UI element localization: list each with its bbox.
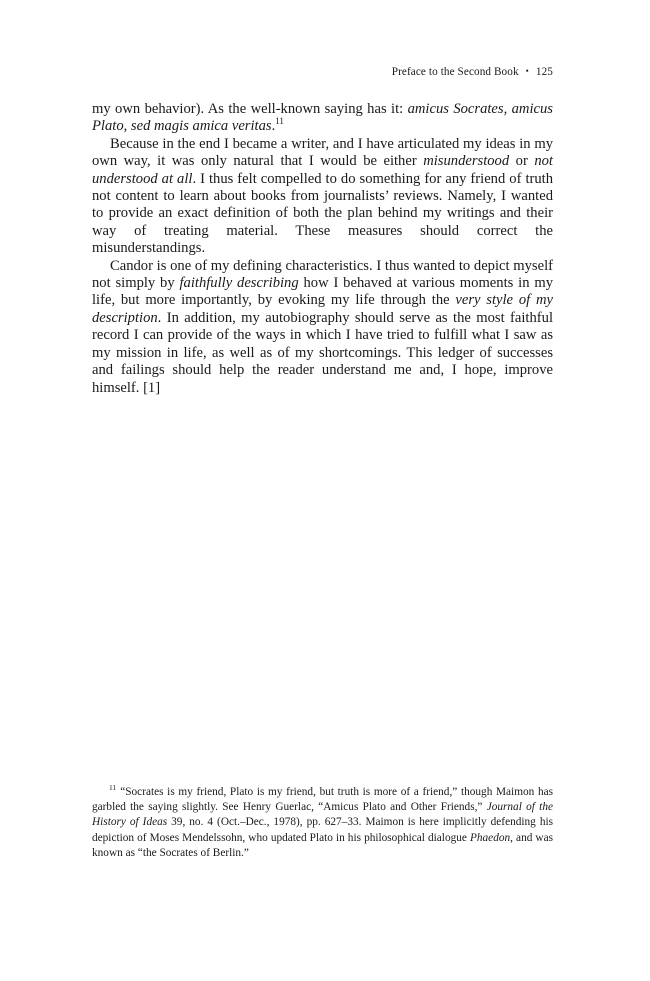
paragraph-text: . [271,118,276,135]
bullet-separator: • [525,66,529,76]
italic-phrase: not understood at all [92,153,553,187]
work-title: Phaedon [469,831,511,844]
paragraph-text: . I thus felt compelled to do something for any friend of truth not content to learn about books from journalists’ reviews. Namely, I wanted to provide an exact definition of both the plan behind my writings and their way of treating material. These measures should correct the misunderstandings. [92,170,554,257]
paragraph-text: or [509,153,535,170]
footnotes [92,785,553,861]
page-number: 125 [535,66,553,78]
italic-phrase: very style of my description [92,292,553,326]
footnote-text: , and was known as “the Socrates of Berlin.” [92,831,554,859]
paragraph-2 [92,136,553,258]
footnote-reference[interactable]: 11 [275,116,284,127]
journal-title: Journal of the History of Ideas [92,801,553,829]
section-title: Preface to the Second Book [391,66,519,78]
paragraph-text: . In addition, my autobiography should serve as the most faithful record I can provide of the ways in which I have tried to fulfill what I saw as my mission in life, as well as of my shortcomings. This ledger of successes and failings should help the reader understand me and, I hope, improve himself. [1] [92,309,553,396]
paragraph-text: Because in the end I became a writer, and I have articulated my ideas in my own way, it was only natural that I would be either [92,135,553,170]
footnote-text: “Socrates is my friend, Plato is my friend, but truth is more of a friend,” though Maimon has garbled the saying slightly. See Henry Guerlac, “Amicus Plato and Other Friends,” [92,786,553,814]
italic-phrase: misunderstood [423,153,510,170]
body-text [92,101,553,397]
footnote-11 [92,785,553,861]
paragraph-1 [92,101,553,136]
running-head [392,66,553,78]
paragraph-3 [92,258,553,397]
paragraph-text: Candor is one of my defining characteristics. I thus wanted to depict myself not simply by [92,257,553,292]
latin-quote: amicus Socrates, amicus Plato, sed magis amica veritas [92,101,553,135]
paragraph-text: how I behaved at various moments in my life, but more importantly, by evoking my life through the [92,275,553,309]
paragraph-text: my own behavior). As the well-known saying has it: [92,101,408,117]
italic-phrase: faithfully describing [179,275,299,292]
footnote-number: 11 [109,783,117,793]
footnote-text: 39, no. 4 (Oct.–Dec., 1978), pp. 627–33. Maimon is here implicitly defending his depiction of Moses Mendelssohn, who updated Plato in his philosophical dialogue [92,816,553,844]
